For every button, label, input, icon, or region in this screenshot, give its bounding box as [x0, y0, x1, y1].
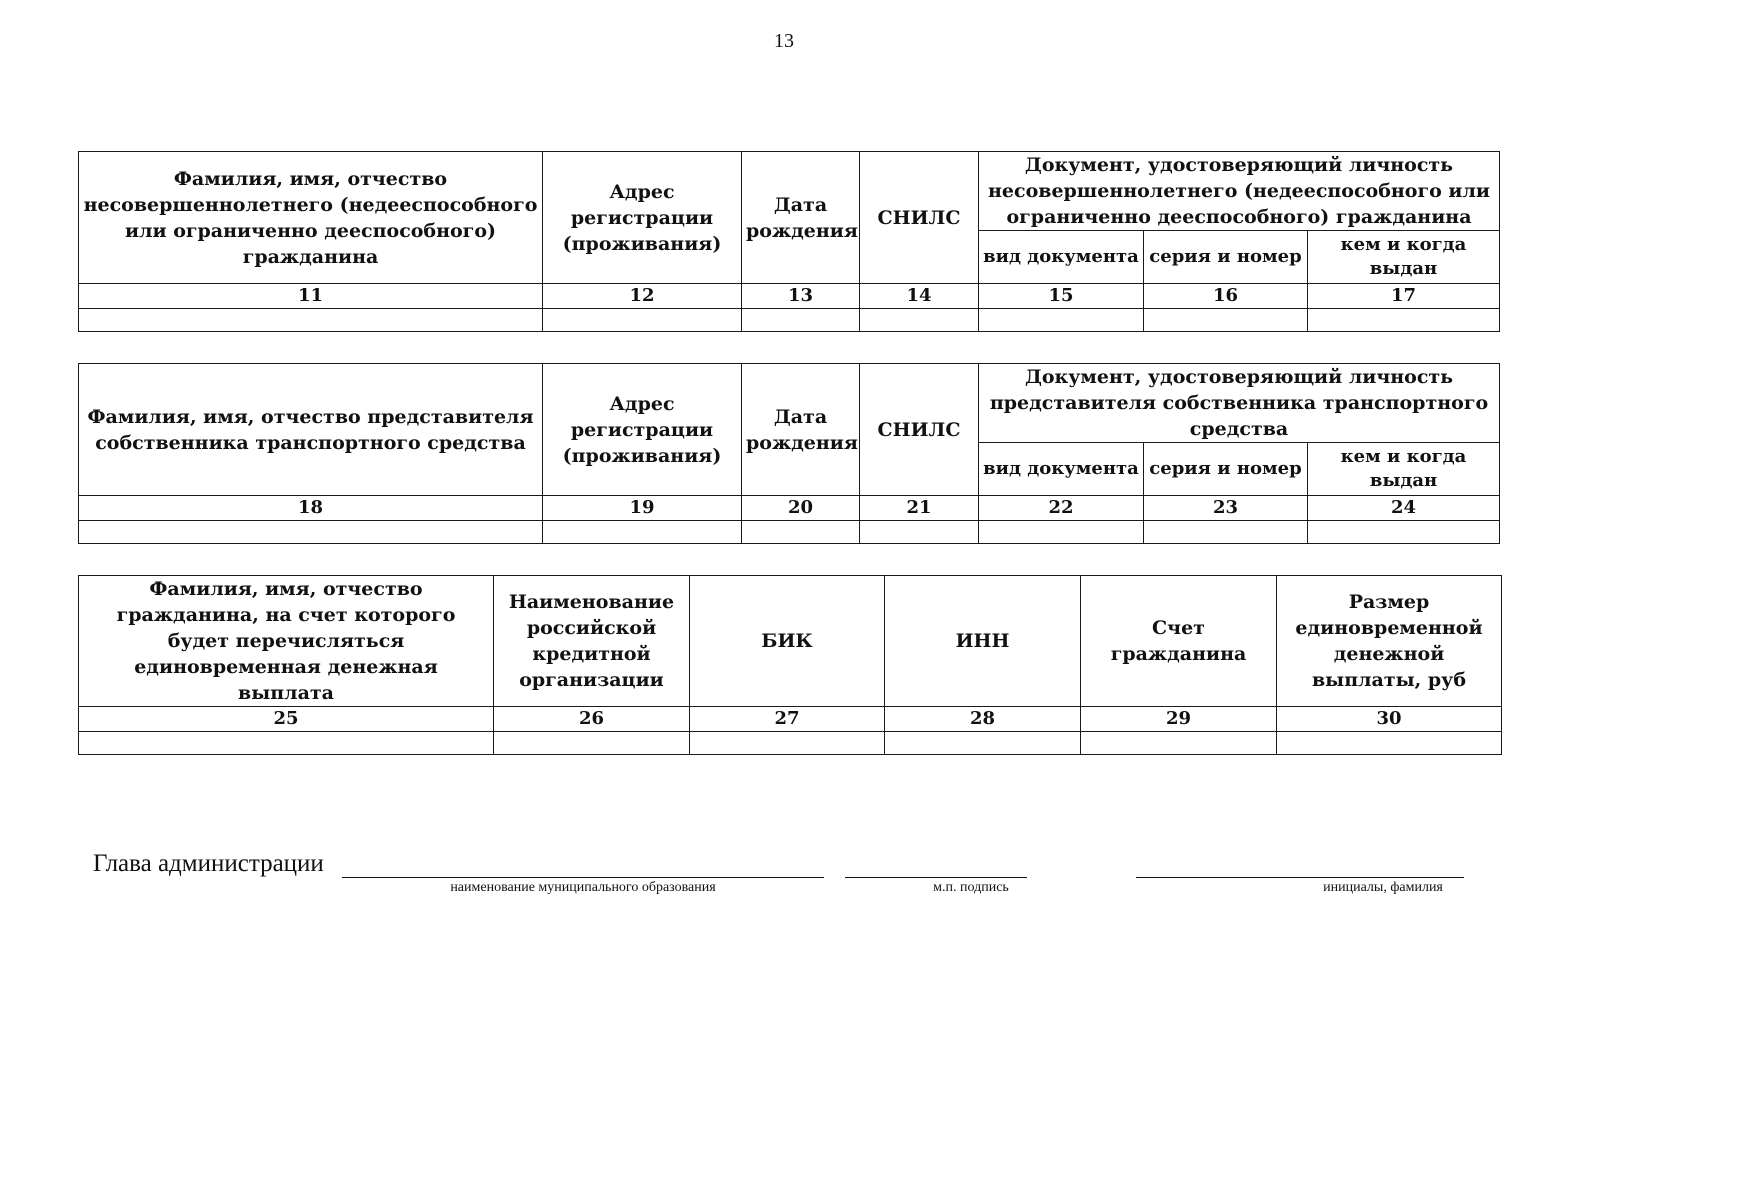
payment-table [78, 575, 1502, 755]
initials-line[interactable] [1136, 877, 1464, 878]
column-number: 23 [1144, 496, 1308, 521]
header-doc-type: вид документа [979, 231, 1144, 284]
initials-caption: инициалы, фамилия [1323, 880, 1443, 895]
header-snils: СНИЛС [860, 152, 979, 284]
column-number: 12 [543, 284, 742, 309]
header-account: Счет гражданина [1081, 576, 1277, 707]
empty-cell[interactable] [79, 309, 543, 332]
header-inn: ИНН [885, 576, 1081, 707]
header-fio: Фамилия, имя, отчество несовершеннолетнего (недееспособного или ограниченно дееспособного) гражданина [79, 152, 543, 284]
empty-cell[interactable] [885, 732, 1081, 755]
column-number: 22 [979, 496, 1144, 521]
header-snils: СНИЛС [860, 364, 979, 496]
column-number: 29 [1081, 707, 1277, 732]
header-document: Документ, удостоверяющий личность несовершеннолетнего (недееспособного или ограниченно дееспособного) гражданина [979, 152, 1500, 231]
header-address: Адрес регистрации (проживания) [543, 152, 742, 284]
municipality-caption: наименование муниципального образования [450, 880, 716, 895]
header-doc-issued: кем и когда выдан [1308, 443, 1500, 496]
empty-cell[interactable] [1277, 732, 1502, 755]
header-bik: БИК [690, 576, 885, 707]
column-number: 16 [1144, 284, 1308, 309]
empty-cell[interactable] [742, 521, 860, 544]
empty-cell[interactable] [543, 521, 742, 544]
header-birth-date: Дата рождения [742, 364, 860, 496]
header-amount: Размер единовременной денежной выплаты, руб [1277, 576, 1502, 707]
minor-citizen-table [78, 151, 1500, 332]
column-number: 30 [1277, 707, 1502, 732]
empty-cell[interactable] [1081, 732, 1277, 755]
signature-label: Глава администрации [93, 850, 324, 877]
municipality-line[interactable] [342, 877, 824, 878]
column-number: 13 [742, 284, 860, 309]
empty-cell[interactable] [1144, 521, 1308, 544]
column-number: 25 [79, 707, 494, 732]
empty-cell[interactable] [860, 521, 979, 544]
column-number: 24 [1308, 496, 1500, 521]
column-number: 21 [860, 496, 979, 521]
header-fio: Фамилия, имя, отчество гражданина, на счет которого будет перечисляться единовременная денежная выплата [79, 576, 494, 707]
empty-cell[interactable] [1144, 309, 1308, 332]
header-doc-series: серия и номер [1144, 231, 1308, 284]
header-doc-issued: кем и когда выдан [1308, 231, 1500, 284]
empty-cell[interactable] [494, 732, 690, 755]
column-number: 27 [690, 707, 885, 732]
header-document: Документ, удостоверяющий личность представителя собственника транспортного средства [979, 364, 1500, 443]
header-doc-type: вид документа [979, 443, 1144, 496]
empty-cell[interactable] [543, 309, 742, 332]
column-number: 15 [979, 284, 1144, 309]
header-bank: Наименование российской кредитной организации [494, 576, 690, 707]
empty-cell[interactable] [742, 309, 860, 332]
empty-cell[interactable] [1308, 521, 1500, 544]
representative-table [78, 363, 1500, 544]
empty-cell[interactable] [690, 732, 885, 755]
signature-line[interactable] [845, 877, 1027, 878]
header-address: Адрес регистрации (проживания) [543, 364, 742, 496]
empty-cell[interactable] [1308, 309, 1500, 332]
header-doc-series: серия и номер [1144, 443, 1308, 496]
column-number: 26 [494, 707, 690, 732]
column-number: 17 [1308, 284, 1500, 309]
empty-cell[interactable] [979, 309, 1144, 332]
page-number: 13 [774, 30, 794, 52]
header-birth-date: Дата рождения [742, 152, 860, 284]
column-number: 18 [79, 496, 543, 521]
column-number: 14 [860, 284, 979, 309]
column-number: 20 [742, 496, 860, 521]
empty-cell[interactable] [79, 732, 494, 755]
column-number: 19 [543, 496, 742, 521]
empty-cell[interactable] [979, 521, 1144, 544]
empty-cell[interactable] [860, 309, 979, 332]
column-number: 11 [79, 284, 543, 309]
header-fio: Фамилия, имя, отчество представителя собственника транспортного средства [79, 364, 543, 496]
empty-cell[interactable] [79, 521, 543, 544]
column-number: 28 [885, 707, 1081, 732]
stamp-signature-caption: м.п. подпись [933, 880, 1009, 895]
